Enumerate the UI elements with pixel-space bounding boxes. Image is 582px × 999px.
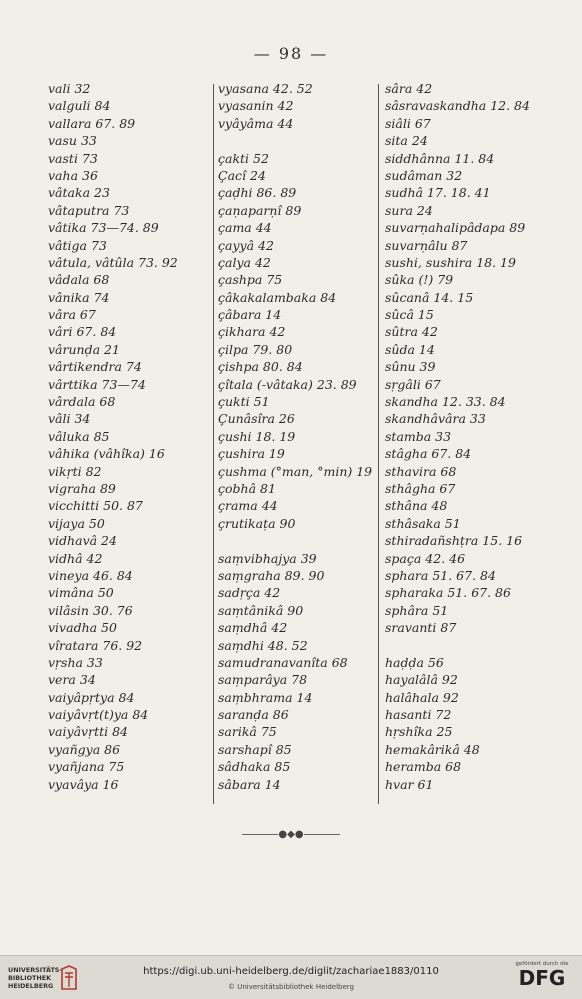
index-entry: çobhâ 81 (218, 480, 276, 496)
index-entry: haḍḍa 56 (385, 654, 444, 670)
index-entry: suvarṇahalipâdapa 89 (385, 220, 526, 236)
index-entry: saṃparâya 78 (218, 672, 308, 688)
index-entry: çrutikaṭa 90 (218, 515, 296, 531)
index-entry: sphara 51. 67. 84 (385, 567, 496, 583)
index-entry: vilâsin 30. 76 (48, 602, 133, 618)
index-entry: çama 44 (218, 220, 272, 236)
index-entry: vineya 46. 84 (48, 567, 133, 583)
permalink-url[interactable]: https://digi.ub.uni-heidelberg.de/diglit/zachariae1883/0110 (143, 966, 439, 977)
index-entry: vera 34 (48, 672, 96, 688)
index-entry: saṃdhâ 42 (218, 620, 288, 636)
index-entry: sâbara 14 (218, 776, 281, 792)
index-entry: vâli 34 (48, 411, 91, 427)
index-entry: vâluka 85 (48, 428, 110, 444)
index-entry: sura 24 (385, 202, 433, 218)
index-entry: vasti 73 (48, 150, 98, 166)
index-entry: çakti 52 (218, 150, 269, 166)
index-entry: vîratara 76. 92 (48, 637, 143, 653)
index-entry: sushi, sushira 18. 19 (385, 254, 516, 270)
dfg-logo (512, 961, 572, 989)
page-number: — 98 — (253, 44, 329, 63)
index-entry: stâgha 67. 84 (385, 446, 472, 462)
index-entry: vânika 74 (48, 289, 110, 305)
index-entry: vṛsha 33 (48, 654, 103, 670)
index-entry: sthâna 48 (385, 498, 448, 514)
index-entry: sûnu 39 (385, 359, 436, 375)
index-entry: saṃvibhajya 39 (218, 550, 317, 566)
index-entry: sudâman 32 (385, 167, 463, 183)
index-entry: çrama 44 (218, 498, 278, 514)
index-entry: vârunḍa 21 (48, 341, 120, 357)
index-entry: sâra 42 (385, 81, 433, 96)
index-entry: vikṛti 82 (48, 463, 102, 479)
index-entry: vaiyâvṛt(t)ya 84 (48, 707, 149, 723)
index-entry: çikhara 42 (218, 324, 286, 340)
section-gap (218, 532, 372, 549)
index-entry: skandhâvâra 33 (385, 411, 486, 427)
index-entry: sita 24 (385, 133, 428, 149)
index-entry: vallara 67. 89 (48, 115, 136, 131)
index-entry: vigraha 89 (48, 480, 116, 496)
index-entry: Çunâsîra 26 (218, 411, 295, 427)
index-entry: sûcanâ 14. 15 (385, 289, 474, 305)
funder-name: DFG (518, 966, 566, 990)
index-entry: sûka (!) 79 (385, 272, 454, 288)
index-entry: çalya 42 (218, 254, 271, 270)
library-name-line: HEIDELBERG (8, 982, 54, 990)
index-entry: hasanti 72 (385, 707, 452, 723)
index-entry: vâtaka 23 (48, 185, 110, 201)
index-entry: heramba 68 (385, 759, 462, 775)
index-entry: sarikâ 75 (218, 724, 277, 740)
index-entry: hayalâlâ 92 (385, 672, 458, 688)
index-entry: sthâsaka 51 (385, 515, 461, 531)
index-entry: vivadha 50 (48, 620, 117, 636)
index-entry: sûtra 42 (385, 324, 438, 340)
index-entry: çâbara 14 (218, 307, 282, 323)
index-entry: hemakârikâ 48 (385, 741, 480, 757)
index-entry: saṃdhi 48. 52 (218, 637, 308, 653)
index-entry: sthavira 68 (385, 463, 457, 479)
index-entry: vyasana 42. 52 (218, 81, 313, 96)
section-gap (385, 637, 530, 654)
index-entry: vâri 67. 84 (48, 324, 117, 340)
index-entry: çâkakalambaka 84 (218, 289, 337, 305)
index-entry: spaça 42. 46 (385, 550, 466, 566)
index-entry: çilpa 79. 80 (218, 341, 293, 357)
index-entry: vyañjana 75 (48, 759, 125, 775)
index-entry: sâdhaka 85 (218, 759, 291, 775)
index-entry: vijaya 50 (48, 515, 105, 531)
index-entry: saranḍa 86 (218, 707, 289, 723)
viewer-footer (0, 955, 582, 999)
section-gap (218, 132, 372, 149)
funder-note: gefördert durch die (515, 961, 569, 967)
index-entry: stamba 33 (385, 428, 452, 444)
index-entry: çaḍhi 86. 89 (218, 185, 297, 201)
index-entry: vâtula, vâtûla 73. 92 (48, 254, 178, 270)
index-entry: vicchitti 50. 87 (48, 498, 143, 514)
index-entry: sâsravaskandha 12. 84 (385, 98, 530, 114)
index-entry: siddhânna 11. 84 (385, 150, 495, 166)
index-entry: sravanti 87 (385, 620, 457, 636)
index-entry: vâtika 73—74. 89 (48, 220, 159, 236)
index-entry: vimâna 50 (48, 585, 114, 601)
index-entry: vyasanin 42 (218, 98, 294, 114)
index-entry: vyañgya 86 (48, 741, 121, 757)
index-entry: çîtala (-vâtaka) 23. 89 (218, 376, 357, 392)
index-column-2 (218, 80, 372, 793)
index-entry: çushi 18. 19 (218, 428, 296, 444)
index-entry: vaiyâvṛtti 84 (48, 724, 128, 740)
index-entry: çayyâ 42 (218, 237, 274, 253)
index-entry: vaha 36 (48, 167, 98, 183)
index-entry: çushma (°man, °min) 19 (218, 463, 373, 479)
index-entry: çukti 51 (218, 394, 270, 410)
index-column-3 (385, 80, 530, 793)
index-entry: sûda 14 (385, 341, 435, 357)
index-column-1 (48, 80, 178, 793)
index-entry: samudranavanîta 68 (218, 654, 348, 670)
index-entry: vârdala 68 (48, 394, 116, 410)
index-entry: halâhala 92 (385, 689, 459, 705)
library-name-line: UNIVERSITÄTS- (8, 966, 63, 974)
index-entry: sadṛça 42 (218, 585, 281, 601)
index-entry: vârtikendra 74 (48, 359, 142, 375)
index-entry: Çacî 24 (218, 167, 266, 183)
index-entry: vyâyâma 44 (218, 115, 294, 131)
index-entry: skandha 12. 33. 84 (385, 394, 506, 410)
index-entry: vaiyâpṛtya 84 (48, 689, 135, 705)
copyright-notice: © Universitätsbibliothek Heidelberg (227, 983, 354, 991)
ornament-tailpiece: ●◆● (240, 829, 342, 840)
index-entry: çushira 19 (218, 446, 285, 462)
index-entry: siâli 67 (385, 115, 431, 131)
index-entry: sudhâ 17. 18. 41 (385, 185, 491, 201)
index-entry: spharaka 51. 67. 86 (385, 585, 511, 601)
index-entry: vali 32 (48, 81, 91, 96)
index-entry: sṛgâli 67 (385, 376, 441, 392)
index-entry: vidhavâ 24 (48, 533, 117, 549)
index-entry: vidhâ 42 (48, 550, 103, 566)
library-name-line: BIBLIOTHEK (8, 974, 52, 982)
index-entry: çishpa 80. 84 (218, 359, 303, 375)
index-entry: vârttika 73—74 (48, 376, 146, 392)
column-divider (213, 84, 214, 804)
index-entry: sarshapî 85 (218, 741, 292, 757)
index-entry: saṃtânikâ 90 (218, 602, 304, 618)
index-entry: sthiradañshṭra 15. 16 (385, 533, 523, 549)
index-entry: hṛshîka 25 (385, 724, 453, 740)
column-divider (378, 84, 379, 804)
index-entry: vâhika (vâhîka) 16 (48, 446, 165, 462)
index-entry: saṃgraha 89. 90 (218, 567, 325, 583)
index-entry: vâtaputra 73 (48, 202, 130, 218)
index-entry: valguli 84 (48, 98, 111, 114)
index-entry: sûcâ 15 (385, 307, 434, 323)
index-entry: sthâgha 67 (385, 480, 456, 496)
index-entry: saṃbhrama 14 (218, 689, 313, 705)
index-entry: çaṇaparṇî 89 (218, 202, 302, 218)
index-entry: vâtiga 73 (48, 237, 107, 253)
index-entry: vâra 67 (48, 307, 96, 323)
index-entry: hvar 61 (385, 776, 434, 792)
index-entry: vyavâya 16 (48, 776, 119, 792)
index-entry: sphâra 51 (385, 602, 449, 618)
index-entry: suvarṇâlu 87 (385, 237, 468, 253)
index-entry: çashpa 75 (218, 272, 283, 288)
index-entry: vasu 33 (48, 133, 97, 149)
index-entry: vâdala 68 (48, 272, 110, 288)
